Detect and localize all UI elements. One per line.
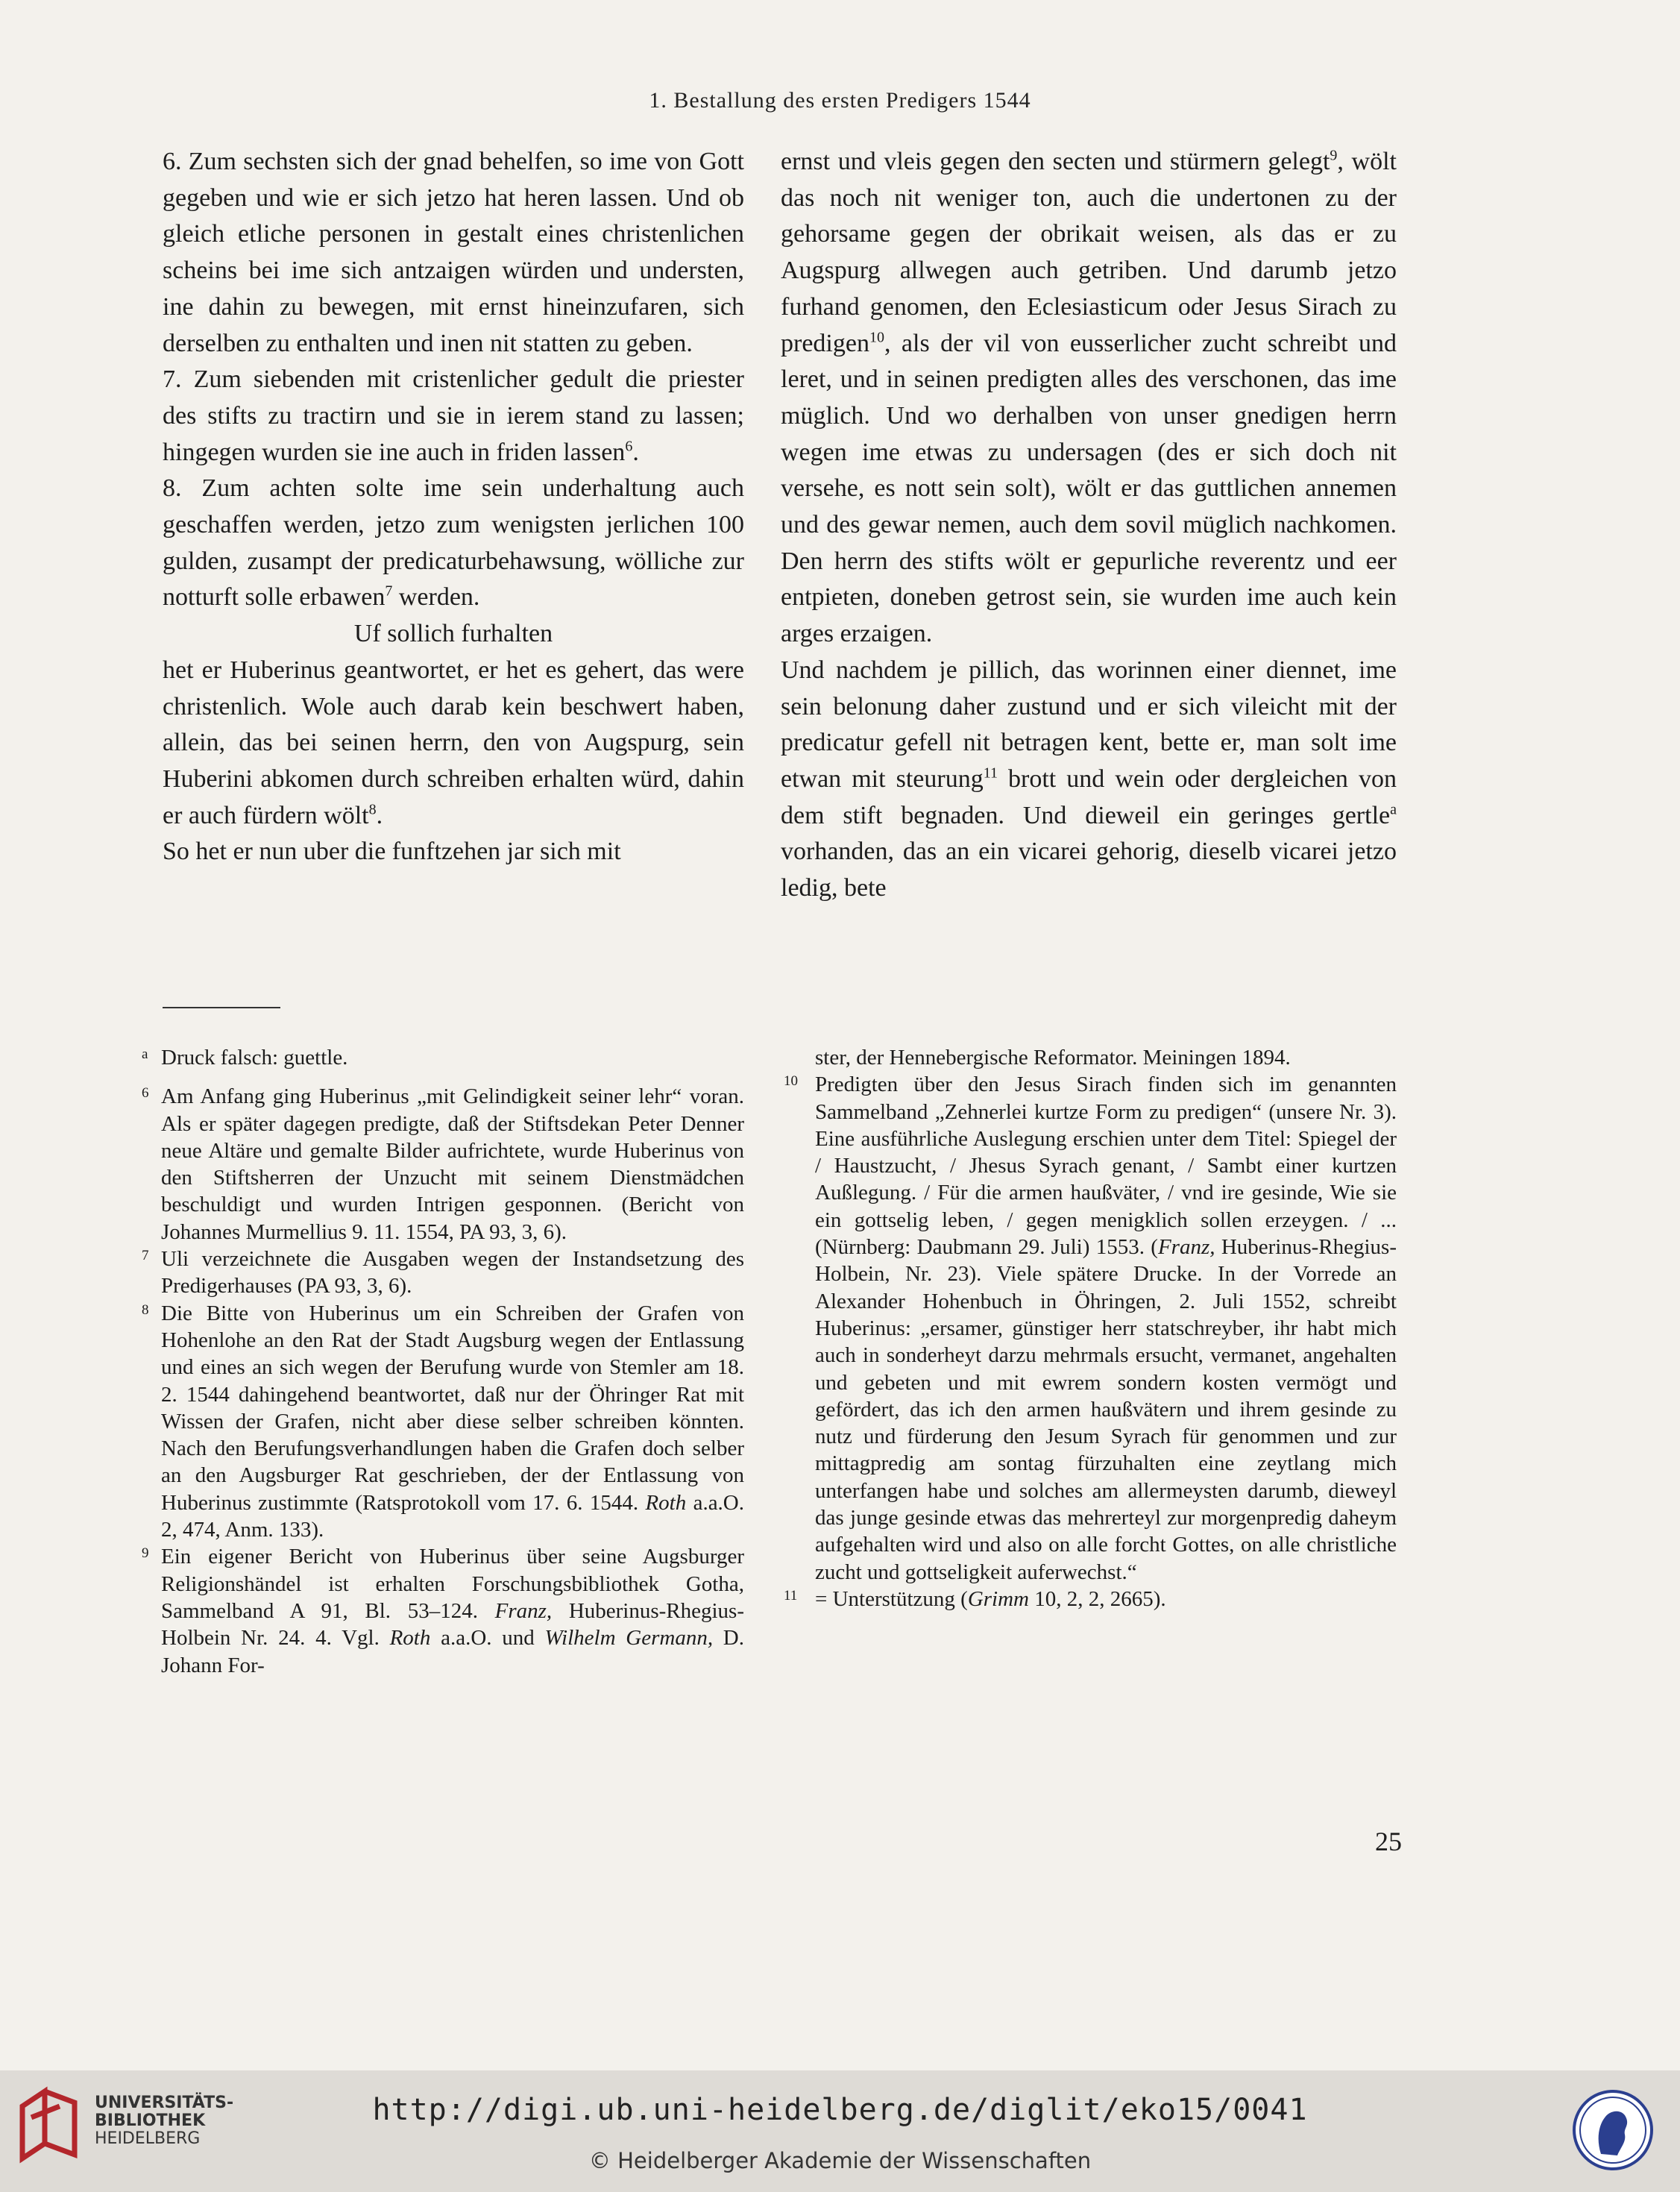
permalink-url[interactable]: http://digi.ub.uni-heidelberg.de/diglit/eko15/0041	[372, 2093, 1308, 2127]
paragraph-answer: het er Huberinus geantwortet, er het es gehert, das were christenlich. Wole auch darab kein beschwert haben, allein, das bei seinen herrn, den von Augspurg, sein Huberini abkomen durch schreiben erhalten würd, dahin er auch fürdern wölt$^8$.	[163, 656, 744, 829]
footnote-8: 8 Die Bitte von Huberinus um ein Schreiben der Grafen von Hohenlohe an den Rat der Stadt Augsburg wegen der Entlassung und eines an sich wegen der Berufung wurde von Stemler am 18. 2. 1544 dahingehend beantwortet, daß nur der Öhringer Rat mit Wissen der Grafen, nicht aber diese selber schreiben könnten. Nach den Berufungsverhandlungen haben die Grafen doch selber an den Augsburger Rat geschrieben, der der Entlassung von Huberinus zustimmte (Ratsprotokoll vom 17. 6. 1544. Roth a.a.O. 2, 474, Anm. 133).	[142, 1301, 745, 1542]
footnote-ref-7[interactable]: 7	[385, 583, 393, 600]
footnote-ref-10[interactable]: 10	[869, 329, 884, 346]
footnote-ref-a[interactable]: a	[1390, 801, 1397, 818]
digitization-footer	[0, 2070, 1680, 2192]
footnote-7: 7 Uli verzeichnete die Ausgaben wegen der Instandsetzung des Predigerhauses (PA 93, 3, 6).	[142, 1247, 744, 1298]
footnote-ref-9[interactable]: 9	[1330, 147, 1338, 164]
academy-seal-icon	[1571, 2088, 1655, 2172]
running-header: 1. Bestallung des ersten Predigers 1544	[649, 88, 1031, 113]
footnote-separator	[163, 1007, 280, 1008]
paragraph-right-2: Und nachdem je pillich, das worinnen einer diennet, ime sein belonung daher zustund und er sich vileicht mit der predicatur gefell nit betragen kent, bette er, man solt ime etwan mit steurung$^{11}$ brott und wein oder dergleichen von dem stift begnaden. Und dieweil ein geringes gertle$^a$ vorhanden, das an ein vicarei gehorig, dieselb vicarei jetzo ledig, bete	[781, 656, 1397, 902]
footnote-ref-6[interactable]: 6	[625, 438, 633, 455]
page-number: 25	[1375, 1827, 1402, 1856]
footnote-a: a Druck falsch: guettle.	[142, 1046, 348, 1070]
section-heading: Uf sollich furhalten	[353, 620, 553, 648]
paragraph-6: 6. Zum sechsten sich der gnad behelfen, so ime von Gott gegeben und wie er sich jetzo hat heren lassen. Und ob gleich etliche personen in gestalt eines christenlichen scheins bei ime sich antzaigen würden und understen, ine dahin zu bewegen, mit ernst hineinzufaren, sich derselben zu enthalten und inen nit statten zu geben.	[163, 148, 744, 357]
right-text-column	[781, 144, 1397, 907]
paragraph-7: 7. Zum siebenden mit cristenlicher gedult die priester des stifts zu tractirn und sie in ierem stand zu lassen; hingegen wurden sie ine auch in friden lassen$^6$.	[163, 365, 744, 466]
footnote-10: 10 Predigten über den Jesus Sirach finden sich im genannten Sammelband „Zehnerlei kurtze Form zu predigen“ (unsere Nr. 3). Eine ausführliche Auslegung erschien unter dem Titel: Spiegel der / Haustzucht, / Jhesus Syrach genant, / Sambt einer kurtzen Außlegung. / Für die armen haußväter, / vnd ire gesinde, Wie sie ein gottselig leben, / gegen menigklich sollen erzeygen. / ... (Nürnberg: Daubmann 29. Juli) 1553. (Franz, Huberinus-Rhegius-Holbein, Nr. 23). Viele spätere Drucke. In der Vorrede an Alexander Hohenbuch in Öhringen, 2. Juli 1552, schreibt Huberinus: „ersamer, günstiger herr statschreyber, ihr habt mich auch in sonderheyt darzu mehrmals ersucht, vermanet, angehalten und gebeten und mit ewrem sondern kosten vermögt und gefördert, das ich den armen haußvätern und ihrem gesinde zu nutz und fürderung den Jesum Syrach für genommen und zur mittagpredig am sontag fürzuhalten eine zeytlang mich unterfangen habe und solches am allermeysten darumb, dieweyl das junge gesinde etwas das mehrerteyl zur morgenpredig daheym aufgehalten wird und also on alle forcht Gottes, on alle christliche zucht und gottseligkeit auferwechst.“	[784, 1073, 1397, 1584]
library-name: UNIVERSITÄTS- BIBLIOTHEK HEIDELBERG	[95, 2094, 234, 2148]
footnote-11: 11 = Unterstützung (Grimm 10, 2, 2, 2665).	[784, 1586, 1166, 1611]
footnotes-left	[127, 1044, 744, 1679]
footnote-9-continued: ster, der Hennebergische Reformator. Meiningen 1894.	[815, 1046, 1291, 1070]
footnote-6: 6 Am Anfang ging Huberinus „mit Gelindigkeit seiner lehr“ voran. Als er später dagegen predigte, daß der Stiftsdekan Peter Denner neue Altäre und gemalte Bilder aufrichtete, wurde Huberinus von den Stiftsherren der Unzucht mit seinem Dienstmädchen beschuldigt und wurden Intrigen gesponnen. (Bericht von Johannes Murmellius 9. 11. 1554, PA 93, 3, 6).	[142, 1084, 744, 1244]
footnote-9: 9 Ein eigener Bericht von Huberinus über seine Augsburger Religionshändel ist erhalten Forschungsbibliothek Gotha, Sammelband A 91, Bl. 53–124. Franz, Huberinus-Rhegius-Holbein Nr. 24. 4. Vgl. Roth a.a.O. und Wilhelm Germann, D. Johann For-	[142, 1545, 745, 1677]
paragraph-8: 8. Zum achten solte ime sein underhaltung auch geschaffen werden, jetzo zum wenigsten jerlichen 100 gulden, zusampt der predicaturbehawsung, wölliche zur notturft solle erbawen$^7$ werden.	[163, 474, 744, 612]
footnote-ref-8[interactable]: 8	[368, 801, 377, 818]
copyright-notice: © Heidelberger Akademie der Wissenschaften	[588, 2148, 1092, 2173]
paragraph-continuation: So het er nun uber die funftzehen jar sich mit	[163, 838, 621, 866]
paragraph-right-1: ernst und vleis gegen den secten und stürmern gelegt$^9$, wölt das noch nit weniger ton, auch die undertonen zu der gehorsame gegen der obrikait weisen, als das er zu Augspurg allwegen auch getriben. Und darumb jetzo furhand genomen, den Eclesiasticum oder Jesus Sirach zu predigen$^{10}$, als der vil von eusserlicher zucht schreibt und leret, und in seinen predigten alles des verschonen, das ime müglich. Und wo derhalben von unser gnedigen herrn wegen ime etwas zu undersagen (des er sich doch nit versehe, es nott sein solt), wölt er das guttlichen annemen und des gewar nemen, auch dem sovil müglich nachkomen. Den herrn des stifts wölt er gepurliche reverentz und eer entpieten, doneben getrost sein, sie wurden ime auch kein arges erzaigen.	[781, 147, 1397, 648]
left-text-column	[163, 144, 744, 870]
footnote-ref-11[interactable]: 11	[983, 764, 998, 782]
footnotes-right	[781, 1044, 1397, 1612]
